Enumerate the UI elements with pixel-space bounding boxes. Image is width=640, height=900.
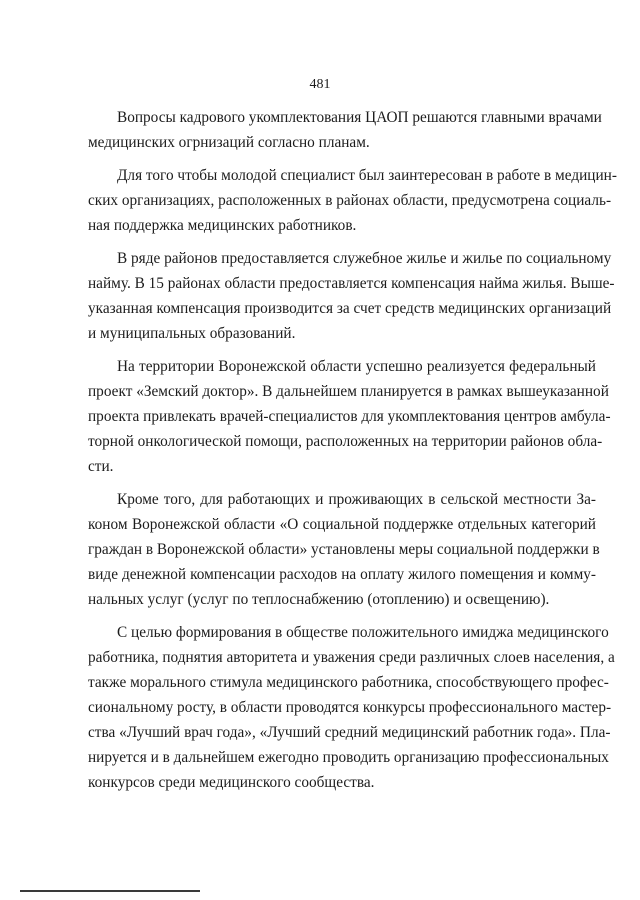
- text-line: проекта привлекать врачей-специалистов для укомплектования центров амбула-: [88, 408, 611, 425]
- text-line: граждан в Воронежской области» установлены меры социальной поддержки в: [88, 541, 600, 558]
- text-line: торной онкологической помощи, расположенных на территории районов обла-: [88, 433, 603, 450]
- text-line: работника, поднятия авторитета и уважения среди различных слоев населения, а: [88, 649, 615, 666]
- paragraph: [88, 487, 600, 612]
- text-line: ная поддержка медицинских работников.: [88, 217, 357, 234]
- text-line: нальных услуг (услуг по теплоснабжению (отоплению) и освещению).: [88, 591, 550, 608]
- text-line: также морального стимула медицинского работника, способствующего профес-: [88, 674, 609, 691]
- text-line: виде денежной компенсации расходов на оплату жилого помещения и комму-: [88, 566, 596, 583]
- text-line: найму. В 15 районах области предоставляется компенсация найма жилья. Выше-: [88, 275, 615, 292]
- paragraph: [88, 354, 611, 479]
- paragraph: [88, 105, 602, 155]
- paragraph: [88, 246, 615, 346]
- text-line: сиональному росту, в области проводятся конкурсы профессионального мастер-: [88, 699, 612, 716]
- text-line: нируется и в дальнейшем ежегодно проводить организацию профессиональных: [88, 749, 609, 766]
- text-line: Кроме того, для работающих и проживающих в сельской местности За-: [117, 491, 596, 508]
- text-line: конкурсов среди медицинского сообщества.: [88, 774, 375, 791]
- text-line: проект «Земский доктор». В дальнейшем планируется в рамках вышеуказанной: [88, 383, 609, 400]
- text-line: сти.: [88, 458, 114, 475]
- text-line: ских организациях, расположенных в районах области, предусмотрена социаль-: [88, 192, 612, 209]
- paragraph: [88, 163, 617, 238]
- body-text: [88, 105, 617, 803]
- text-line: Для того чтобы молодой специалист был заинтересован в работе в медицин-: [117, 167, 617, 184]
- text-line: На территории Воронежской области успешно реализуется федеральный: [117, 358, 596, 375]
- page-number: 481: [309, 77, 331, 92]
- text-line: и муниципальных образований.: [88, 325, 296, 342]
- text-line: ства «Лучший врач года», «Лучший средний медицинский работник года». Пла-: [88, 724, 611, 741]
- paragraph: [88, 620, 615, 795]
- text-line: В ряде районов предоставляется служебное жилье и жилье по социальному: [117, 250, 612, 267]
- text-line: указанная компенсация производится за счет средств медицинских организаций: [88, 300, 612, 317]
- scan-edge-line: [20, 890, 200, 892]
- text-line: Вопросы кадрового укомплектования ЦАОП решаются главными врачами: [117, 109, 602, 126]
- text-line: коном Воронежской области «О социальной поддержке отдельных категорий: [88, 516, 596, 533]
- text-line: медицинских огрнизаций согласно планам.: [88, 134, 370, 151]
- text-line: С целью формирования в обществе положительного имиджа медицинского: [117, 624, 609, 641]
